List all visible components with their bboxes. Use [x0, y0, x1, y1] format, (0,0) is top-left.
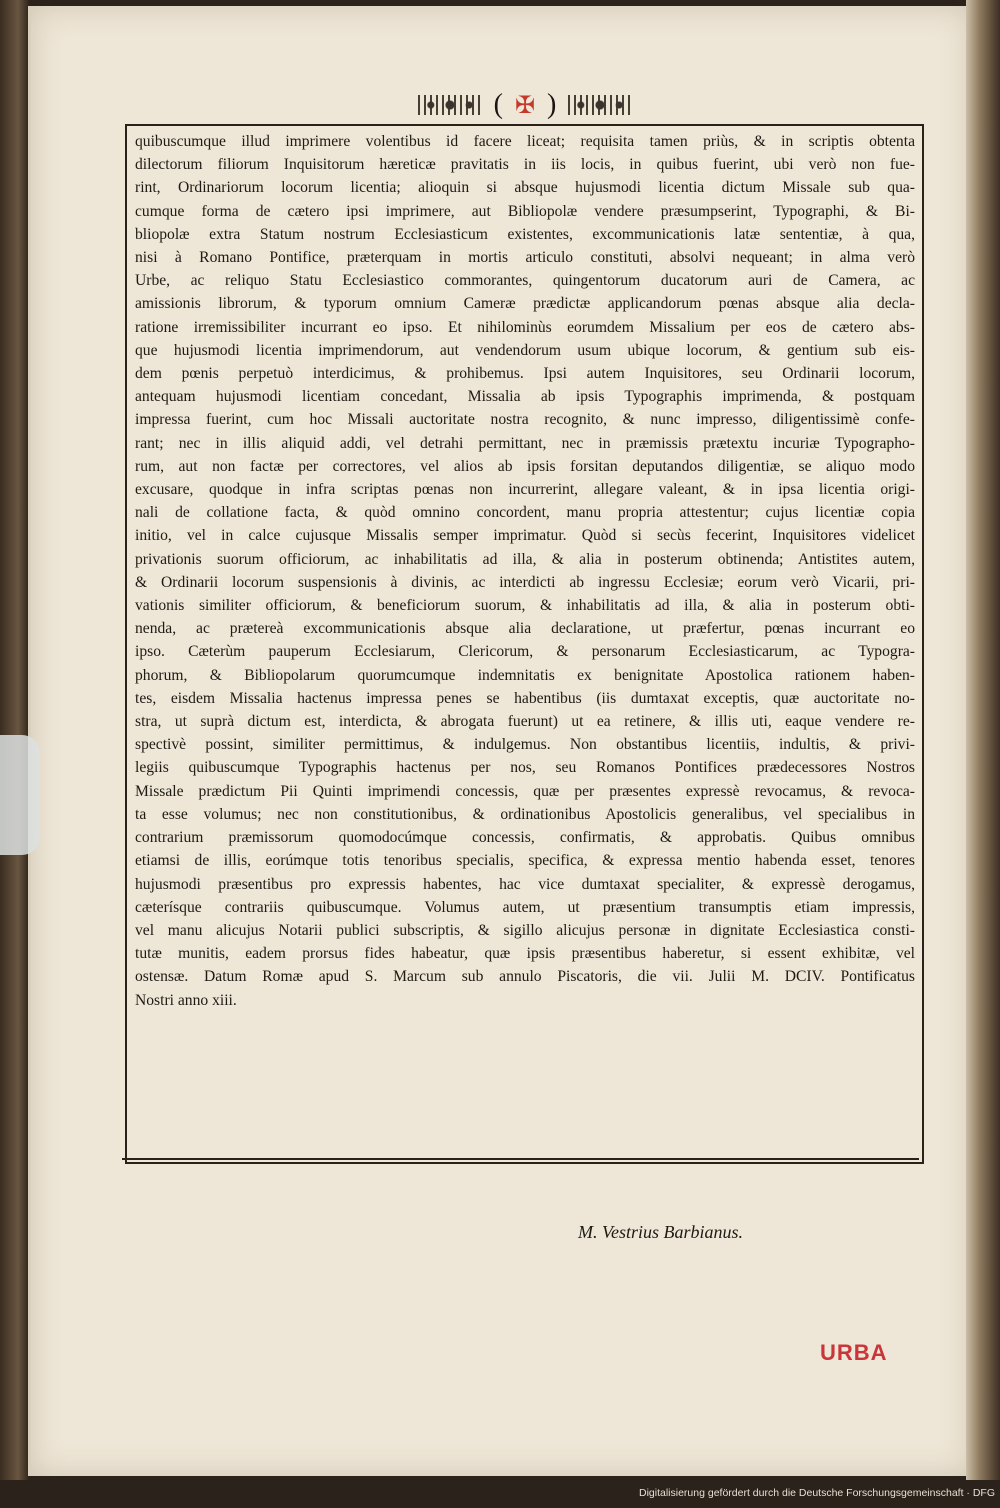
- header-open-paren: (: [493, 89, 503, 120]
- text-line: amissionis librorum, & typorum omnium Cameræ prædictæ applicandorum pœnas absque alia decla-: [135, 295, 915, 313]
- text-line: nali de collatione facta, & quòd omnino concordent, manu propria attestentur; cujus licentiæ copia: [135, 504, 915, 522]
- text-line: tes, eisdem Missalia hactenus impressa penes se habentibus (iis dumtaxat exceptis, quæ auctoritate no-: [135, 689, 915, 707]
- right-ornament-icon: [568, 95, 632, 115]
- text-line: quibuscumque illud imprimere volentibus id facere liceat; requisita tamen priùs, & in scriptis obtenta: [135, 133, 915, 150]
- text-line: dem pœnis perpetuò interdicimus, & prohibemus. Ipsi autem Inquisitores, seu Ordinarii locorum,: [135, 365, 915, 383]
- text-line: excusare, quodque in infra scriptas pœnas non incurrerint, allegare valeant, & in ipsa licentia origi-: [135, 481, 915, 499]
- text-line: ta esse volumus; nec non constitutionibus, & ordinationibus Apostolicis generalibus, vel specialibus in: [135, 805, 915, 823]
- page-header-ornament: [410, 88, 640, 122]
- text-line: impressa fuerint, cum hoc Missali auctoritate nostra recognito, & nunc impresso, diligentissimè confe-: [135, 411, 915, 429]
- text-line: vationis similiter officiorum, & beneficiorum suorum, & inhabilitatis ad illa, & alia in posterum obti-: [135, 597, 915, 615]
- text-line: & Ordinarii locorum suspensionis à divinis, ac interdicti ab ingressu Ecclesiæ; eorum verò Vicarii, pri-: [135, 573, 915, 591]
- text-line: spectivè possint, similiter permittimus, & indulgemus. Non obstantibus licentiis, indultis, & privi-: [135, 736, 915, 754]
- text-line: initio, vel in calce cujusque Missalis semper imprimatur. Quòd si secùs fecerint, Inquisitores videlicet: [135, 527, 915, 545]
- text-line: cæterísque contrariis quibuscumque. Volumus autem, ut præsentium transumptis etiam impressis,: [135, 898, 915, 916]
- cross-icon: ✠: [514, 92, 536, 119]
- text-line: rant; nec in illis aliquid addi, vel detrahi permittant, nec in præmissis prætextu incuriæ Typographo-: [135, 434, 915, 452]
- text-line: rum, aut non factæ per correctores, vel alios ab ipsis forsitan deputandos diligentiæ, se aliquo modo: [135, 457, 915, 475]
- text-line: cumque forma de cætero ipsi imprimere, aut Bibliopolæ vendere præsumpserint, Typographi, & Bi-: [135, 202, 915, 220]
- text-line: nenda, ac prætereà excommunicationis absque alia declaratione, ut præfertur, pœnas incurrant eo: [135, 620, 915, 638]
- text-line: stra, ut suprà dictum est, interdicta, & abrogata fuerunt) ut ea retinere, & illis uti, eaque vendere re-: [135, 713, 915, 731]
- text-line: Missale prædictum Pii Quinti imprimendi concessis, quæ per præsentes expressè revocamus, & revoca-: [135, 782, 915, 800]
- text-line: etiamsi de illis, eorúmque totis tenoribus specialis, specifica, & expressa mentio habenda esset, tenores: [135, 852, 915, 870]
- text-line: dilectorum filiorum Inquisitorum hæreticæ pravitatis in iis locis, in quibus fuerint, ubi verò non fue-: [135, 156, 915, 174]
- text-line: Nostri anno xiii.: [135, 991, 237, 1009]
- frame-bottom-rule: [122, 1158, 919, 1160]
- text-line: ostensæ. Datum Romæ apud S. Marcum sub annulo Piscatoris, die vii. Julii M. DCIV. Pontificatus: [135, 968, 915, 986]
- digitization-footer: Digitalisierung gefördert durch die Deutsche Forschungsgemeinschaft · DFG: [638, 1487, 995, 1499]
- left-ornament-icon: [418, 95, 482, 115]
- text-line: hujusmodi præsentibus pro expressis habentes, hac vice dumtaxat specialiter, & expressè derogamus,: [135, 875, 915, 893]
- page-edge: [966, 0, 1000, 1480]
- text-line: phorum, & Bibliopolarum quorumcumque indemnitatis ex benignitate Apostolica rationem haben-: [135, 666, 915, 684]
- text-line: nisi à Romano Pontifice, præterquam in mortis articulo constituti, absolvi nequeant; in alma verò: [135, 249, 915, 267]
- text-line: vel manu alicujus Notarii publici subscriptis, & sigillo alicujus personæ in dignitate Ecclesiastica consti-: [135, 921, 915, 939]
- text-line: Urbe, ac reliquo Statu Ecclesiastico commorantes, quingentorum ducatorum auri de Camera, ac: [135, 272, 915, 290]
- text-line: privationis suorum officiorum, ac inhabilitatis ad illa, & alia in posterum obtinenda; Antistites autem,: [135, 550, 915, 568]
- bookmark-tab: [0, 735, 40, 855]
- text-line: ipso. Cæterùm pauperum Ecclesiarum, Clericorum, & personarum Ecclesiasticarum, ac Typogra-: [135, 643, 915, 661]
- text-line: contrarium præmissorum quomodocúmque concessis, confirmatis, & approbatis. Quibus omnibus: [135, 829, 915, 847]
- text-line: rint, Ordinariorum locorum licentia; alioquin si absque hujusmodi licentia dictum Missale sub qua-: [135, 179, 915, 197]
- text-line: tutæ munitis, eadem prorsus fides habeatur, quæ ipsis præsentibus haberetur, si essent exhibitæ, vel: [135, 945, 915, 963]
- signature: M. Vestrius Barbianus.: [578, 1222, 744, 1242]
- text-line: bliopolæ extra Statum nostrum Ecclesiasticum existentes, excommunicationis latæ sententiæ, à qua,: [135, 225, 915, 243]
- text-line: antequam hujusmodi licentiam concedant, Missalia ab ipsis Typographis imprimenda, & postquam: [135, 388, 915, 406]
- body-text: [135, 130, 915, 1012]
- text-line: ratione irremissibiliter incurrant eo ipso. Et nihilominùs eorumdem Missalium per eos de cætero abs-: [135, 318, 915, 336]
- header-close-paren: ): [547, 89, 557, 120]
- text-line: que hujusmodi licentia imprimendorum, aut vendendorum usum ubique locorum, & gentium sub eis-: [135, 341, 915, 359]
- text-line: legiis quibuscumque Typographis hactenus per nos, seu Romanos Pontifices prædecessores Nostros: [135, 759, 915, 777]
- library-stamp: URBA: [820, 1340, 888, 1365]
